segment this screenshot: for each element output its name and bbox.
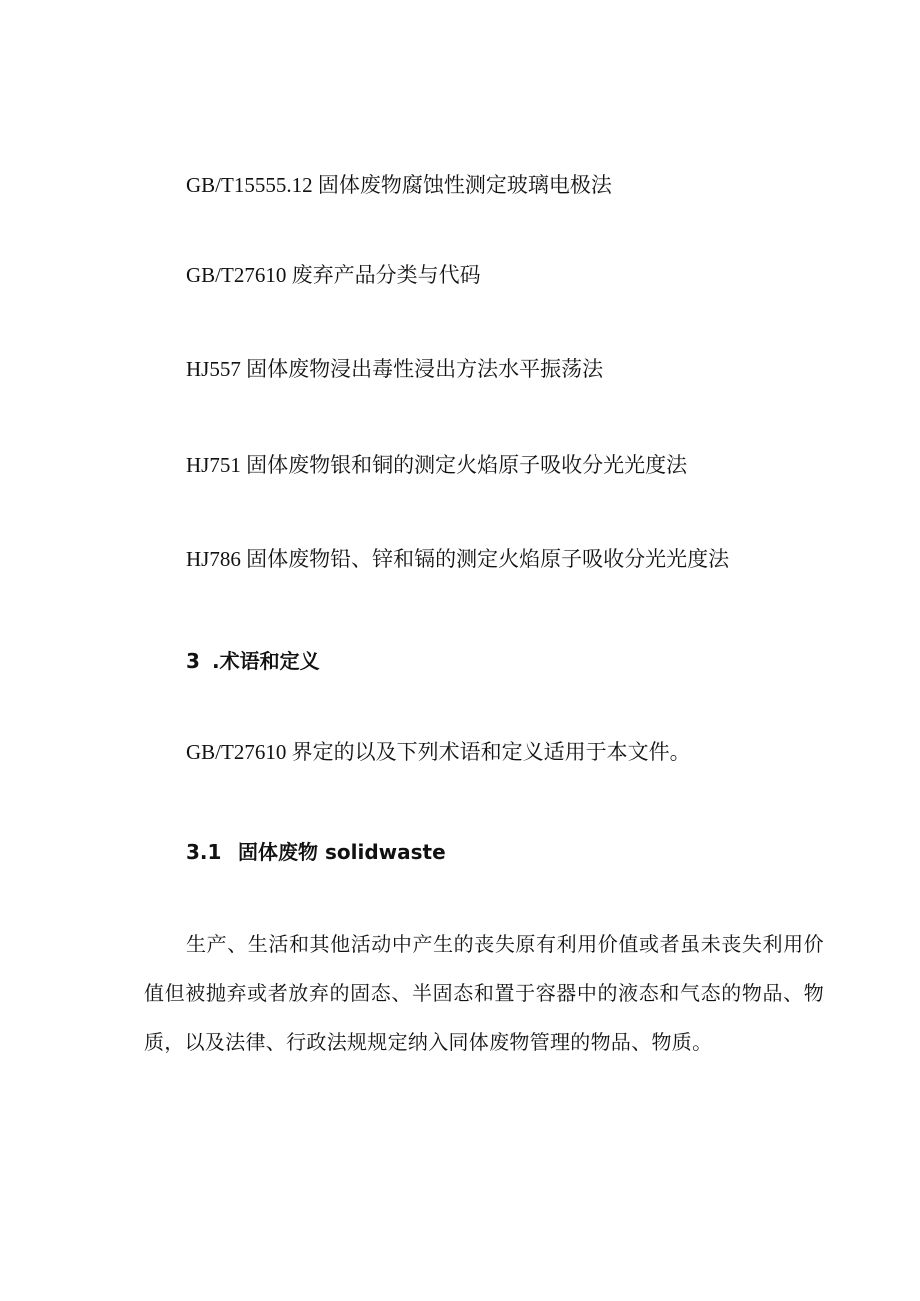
- solid-waste-definition: 生产、生活和其他活动中产生的丧失原有利用价值或者虽未丧失利用价值但被抛弃或者放弃的固态、半固态和置于容器中的液态和气态的物品、物质，以及法律、行政法规规定纳入同体废物管理的物品、物质。: [144, 932, 824, 1054]
- reference-gbt15555-12: GB/T15555.12 固体废物腐蚀性测定玻璃电极法: [186, 173, 612, 197]
- section-3-1-title: 固体废物 solidwaste: [238, 840, 446, 864]
- section-3-heading: [186, 647, 320, 675]
- reference-hj557: HJ557 固体废物浸出毒性浸出方法水平振荡法: [186, 357, 604, 381]
- reference-hj786: HJ786 固体废物铅、锌和镉的测定火焰原子吸收分光光度法: [186, 547, 730, 571]
- section-3-number: 3: [186, 649, 200, 673]
- section-3-1-number: 3.1: [186, 840, 222, 864]
- section-3-1-heading: [186, 838, 446, 866]
- reference-gbt27610: GB/T27610 废弃产品分类与代码: [186, 263, 481, 287]
- section-3-title: .术语和定义: [212, 649, 320, 673]
- section-3-intro: GB/T27610 界定的以及下列术语和定义适用于本文件。: [186, 740, 691, 764]
- reference-hj751: HJ751 固体废物银和铜的测定火焰原子吸收分光光度法: [186, 453, 688, 477]
